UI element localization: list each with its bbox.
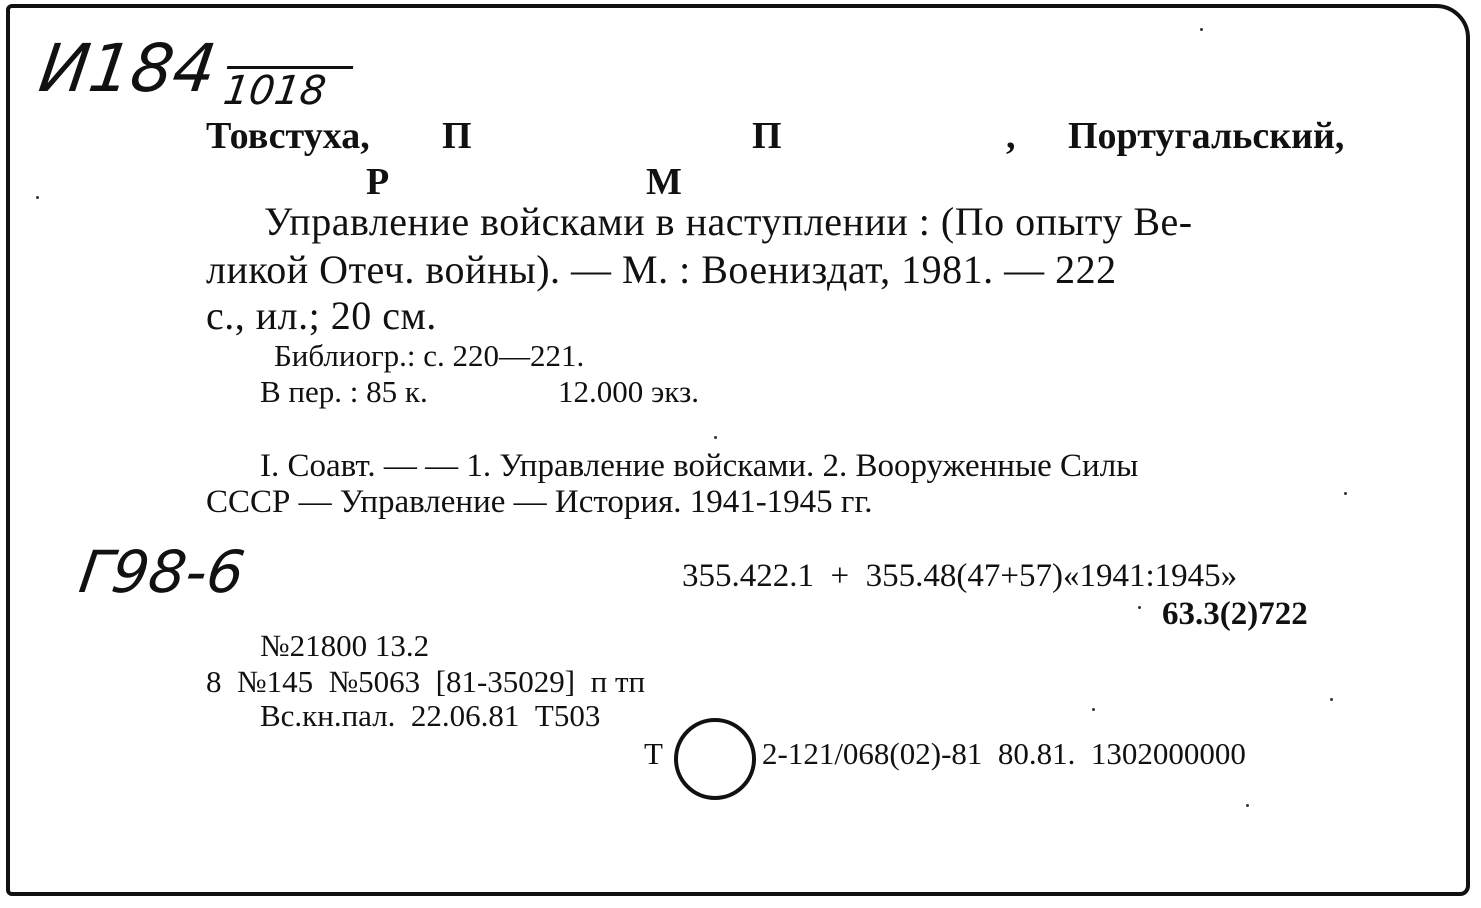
speck [1200, 28, 1203, 31]
title-line-3: с., ил.; 20 см. [206, 293, 437, 338]
speck [1246, 804, 1249, 807]
handwritten-class-mark: Г98-6 [75, 538, 249, 606]
record-code-prefix: Т [644, 736, 663, 771]
copies-note: 12.000 экз. [558, 374, 699, 409]
author-surname-1: Товстуха, [206, 115, 370, 157]
subject-line-1: I. Соавт. — — 1. Управление войсками. 2. Вооруженные Силы [260, 448, 1139, 484]
bbk-index: 63.3(2)722 [1162, 596, 1308, 632]
subject-line-2: СССР — Управление — История. 1941-1945 гг. [206, 484, 873, 520]
title-line-1: Управление войсками в наступлении : (По опыту Ве- [264, 199, 1193, 244]
handwritten-shelf-mark: И184 [34, 30, 221, 107]
handwritten-shelf-sub: 1018 [221, 66, 354, 113]
speck [1330, 698, 1333, 701]
speck [714, 436, 717, 439]
author-initial-1a: П [442, 115, 472, 157]
author-initial-1b: П [752, 115, 782, 157]
bibliography-note: Библиогр.: с. 220—221. [274, 338, 585, 373]
record-line-1: №21800 13.2 [260, 628, 430, 663]
stamp-circle [674, 718, 756, 800]
price-note: В пер. : 85 к. [260, 374, 428, 409]
record-line-2: 8 №145 №5063 [81-35029] п тп [206, 664, 646, 699]
author-comma: , [1006, 115, 1016, 157]
speck [36, 196, 39, 199]
author-initial-2b: М [646, 161, 682, 203]
speck [1344, 492, 1347, 495]
udc-index: 355.422.1 + 355.48(47+57)«1941:1945» [682, 558, 1238, 594]
author-surname-2: Португальский, [1068, 115, 1345, 157]
record-line-3: Вс.кн.пал. 22.06.81 Т503 [260, 698, 601, 733]
speck [1092, 708, 1095, 711]
speck [1138, 606, 1141, 609]
record-code: 2-121/068(02)-81 80.81. 1302000000 [762, 736, 1246, 771]
title-line-2: ликой Отеч. войны). — М. : Воениздат, 1981. — 222 [206, 247, 1117, 292]
author-initial-2a: Р [366, 161, 390, 203]
catalog-card [6, 4, 1470, 896]
